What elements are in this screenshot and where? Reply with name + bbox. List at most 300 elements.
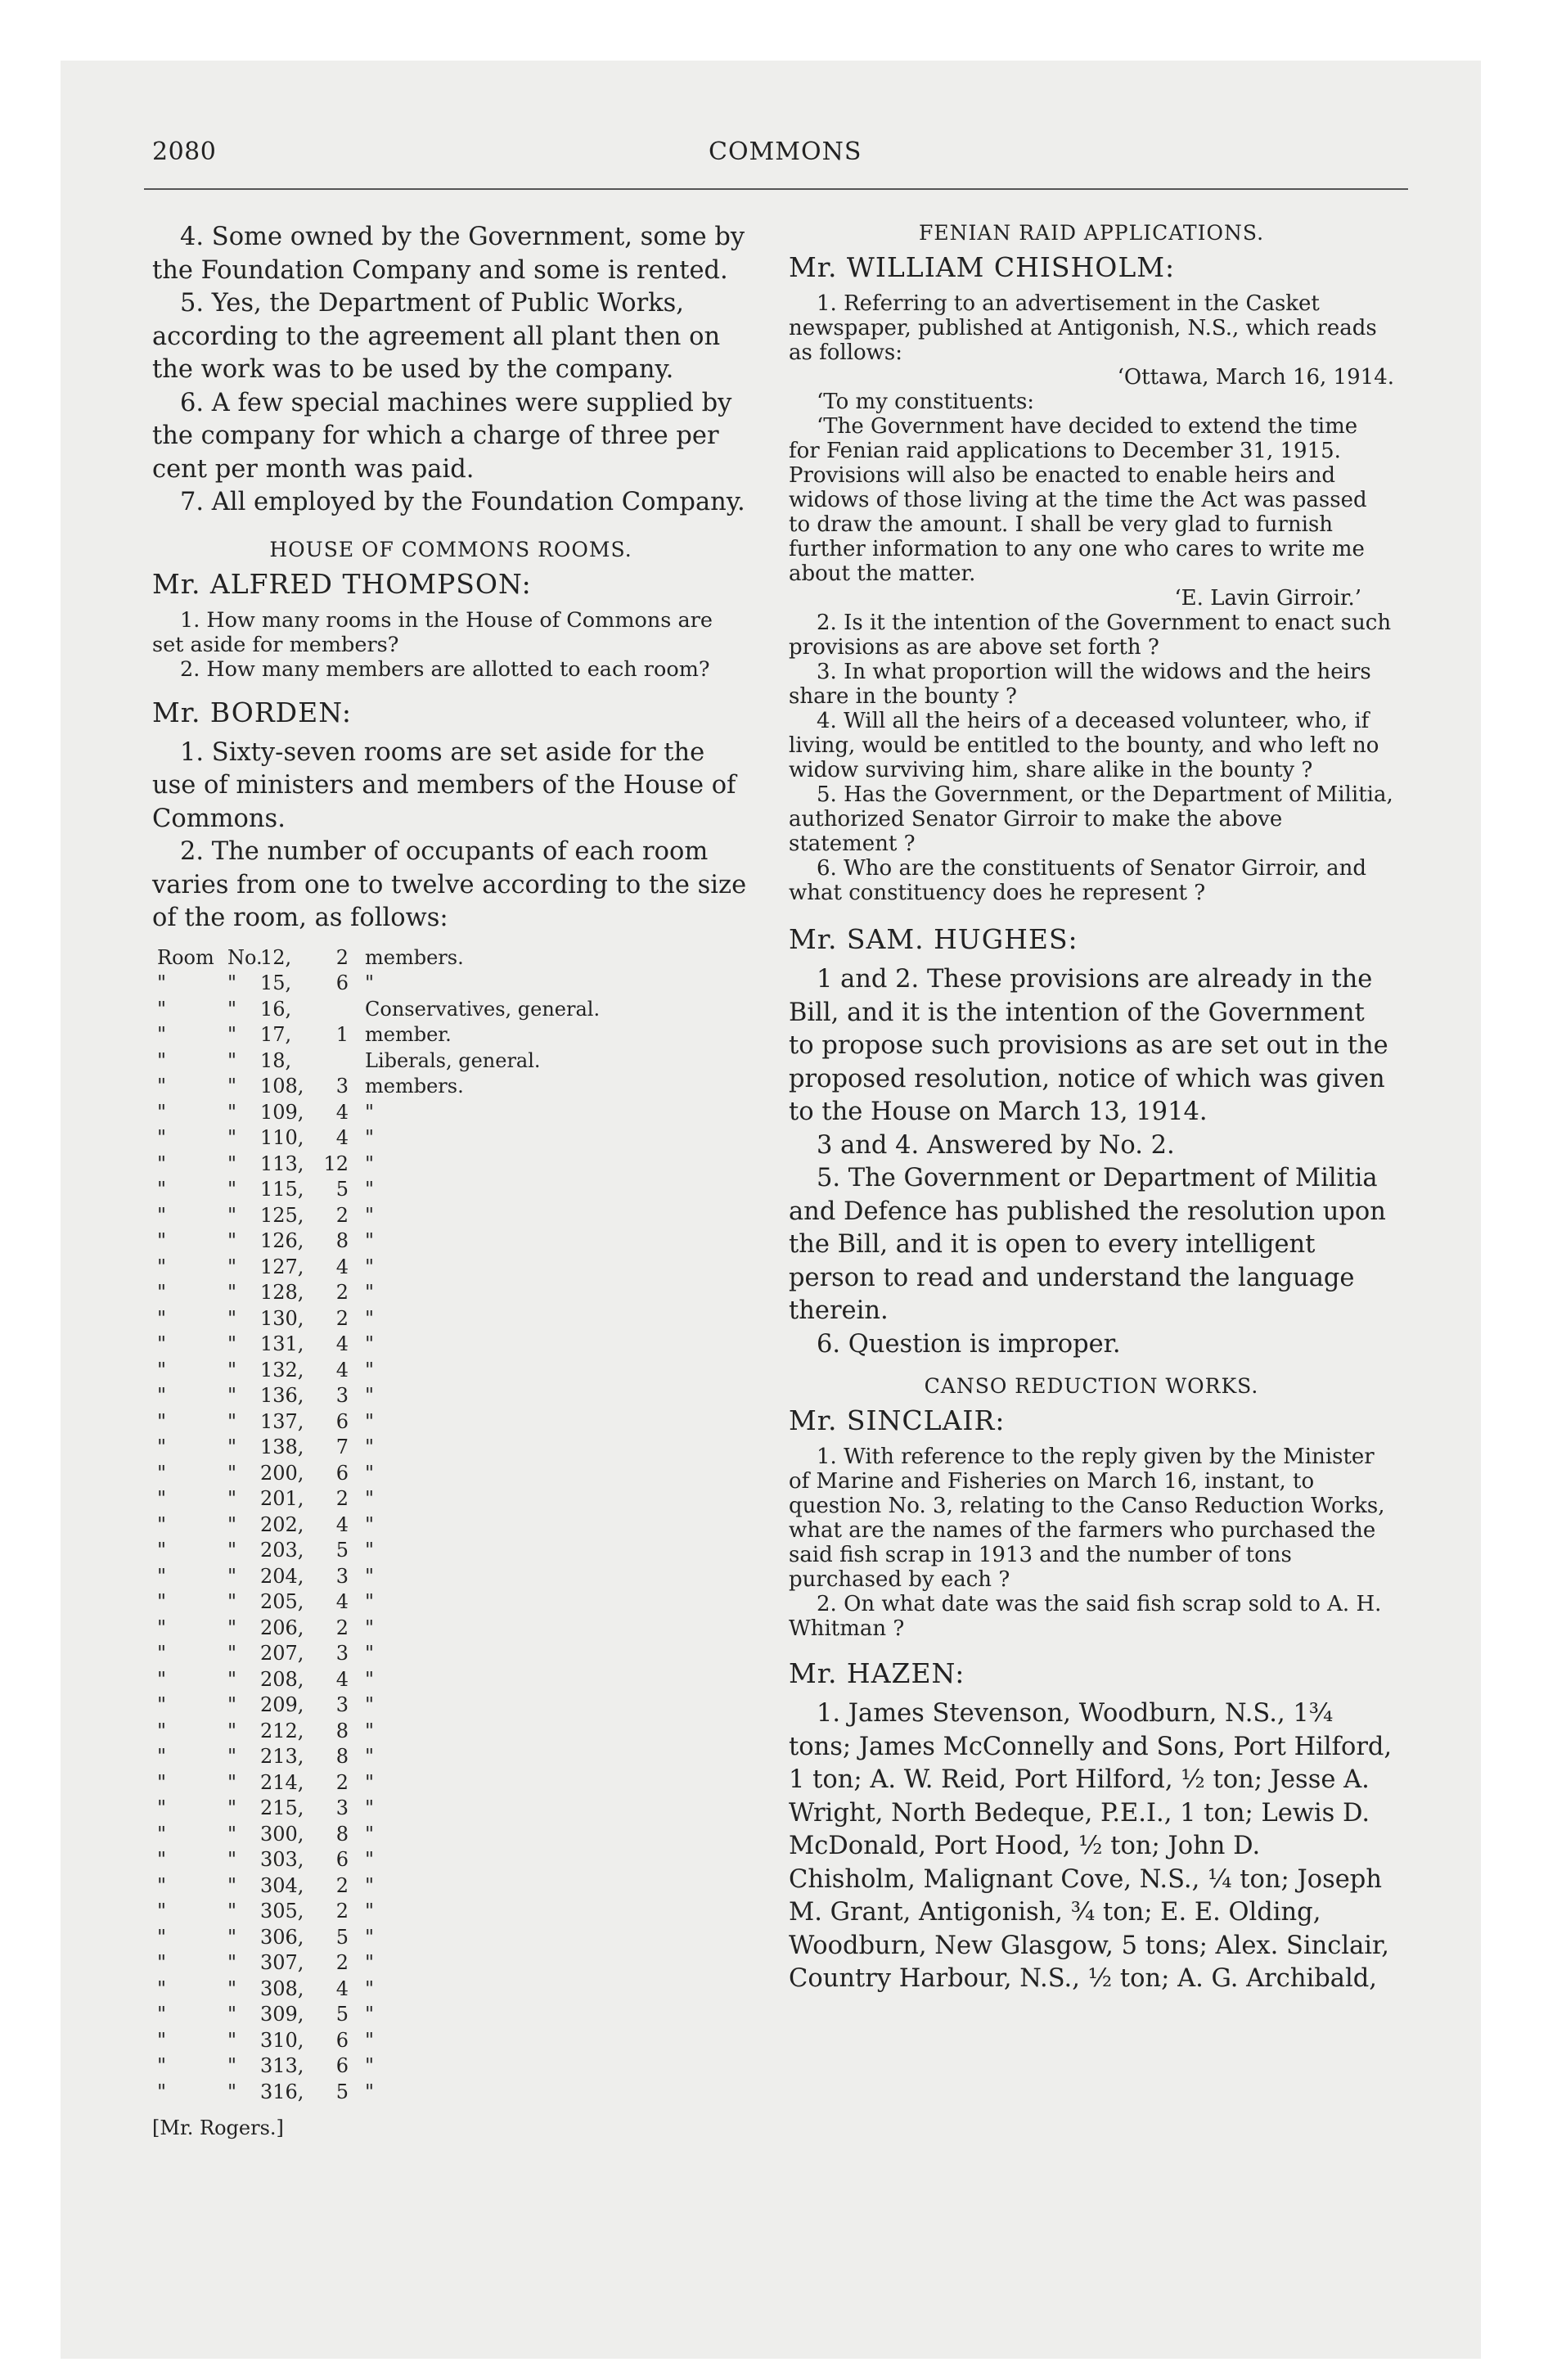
table-cell-c5: "	[365, 1358, 375, 1382]
table-cell-c3: 204,	[260, 1564, 304, 1588]
table-cell-c5: "	[365, 1281, 375, 1304]
table-cell-c5: "	[365, 1203, 375, 1227]
table-cell-c3: 212,	[260, 1719, 304, 1742]
table-cell-c4: 5	[335, 2003, 349, 2026]
table-cell-c1: "	[157, 1590, 167, 1613]
table-cell-c3: 125,	[260, 1203, 304, 1227]
quote-signature: ‘E. Lavin Girroir.’	[1174, 586, 1361, 611]
answer-paragraph: 5. Yes, the Department of Public Works, according to the agreement all plant then on the work was to be used by the company.	[152, 289, 721, 384]
answer-paragraph: 4. Some owned by the Government, some by the Foundation Company and some is rented.	[152, 223, 745, 285]
table-cell-c3: 109,	[260, 1100, 304, 1124]
table-cell-c1: "	[157, 1745, 167, 1768]
table-cell-c4: 2	[335, 1873, 349, 1897]
table-cell-c5: Liberals, general.	[365, 1048, 541, 1072]
table-cell-c3: 15,	[260, 971, 292, 994]
right-column	[789, 221, 1394, 1996]
table-row	[152, 1048, 749, 1075]
table-cell-c4: 3	[335, 1075, 349, 1098]
table-cell-c3: 113,	[260, 1152, 304, 1175]
table-cell-c3: 131,	[260, 1332, 304, 1355]
table-cell-c2: "	[227, 1048, 237, 1072]
table-cell-c2: "	[227, 1642, 237, 1665]
table-cell-c2: "	[227, 1667, 237, 1691]
table-cell-c5: "	[365, 1255, 375, 1278]
table-cell-c2: "	[227, 1977, 237, 2000]
table-cell-c1: "	[157, 1203, 167, 1227]
table-cell-c4: 2	[335, 945, 349, 969]
table-row	[152, 1796, 749, 1822]
table-cell-c1: "	[157, 1925, 167, 1949]
table-row	[152, 1822, 749, 1848]
table-row	[152, 1486, 749, 1512]
quote-date: ‘Ottawa, March 16, 1914.	[1117, 365, 1394, 390]
table-cell-c5: "	[365, 1512, 375, 1536]
table-cell-c5: "	[365, 1667, 375, 1691]
table-cell-c4: 7	[335, 1436, 349, 1458]
table-cell-c3: 308,	[260, 1977, 304, 2000]
table-row	[152, 1332, 749, 1358]
table-cell-c5: "	[365, 1332, 375, 1355]
table-cell-c3: 205,	[260, 1590, 304, 1613]
table-cell-c5: "	[365, 1229, 375, 1252]
table-row	[152, 1538, 749, 1564]
table-cell-c2: "	[227, 1358, 237, 1382]
answer-paragraph: 7. All employed by the Foundation Company.	[180, 488, 745, 516]
table-cell-c4: 5	[335, 1925, 349, 1949]
table-cell-c4: 5	[335, 1539, 349, 1562]
table-cell-c4: 5	[335, 2080, 349, 2103]
table-row	[152, 2002, 749, 2028]
table-cell-c5: "	[365, 1796, 375, 1819]
table-cell-c2: "	[227, 1384, 237, 1407]
section-title: HOUSE OF COMMONS ROOMS.	[269, 537, 632, 561]
answer-paragraph: 1. James Stevenson, Woodburn, N.S., 1¾ tons; James McConnelly and Sons, Port Hilford, 1 ton; A. W. Reid, Port Hilford, ½ ton; Jesse A. Wright, North Bedeque, P.E.I., 1 ton; Lewis D. McDonald, Port Hood, ½ ton; John D. Chisholm, Malignant Cove, N.S., ¼ ton; Joseph M. Grant, Antigonish, ¾ ton; E. E. Olding, Woodburn, New Glasgow, 5 tons; Alex. Sinclair, Country Harbour, N.S., ½ ton; A. G. Archibald,	[789, 1699, 1393, 1993]
table-cell-c1: "	[157, 1719, 167, 1742]
table-cell-c5: "	[365, 2054, 375, 2077]
table-cell-c5: members.	[365, 945, 464, 969]
table-cell-c4: 4	[335, 1358, 349, 1382]
table-row	[152, 1255, 749, 1281]
table-cell-c4: 4	[335, 1255, 349, 1278]
table-cell-c5: member.	[365, 1023, 452, 1046]
table-cell-c2: "	[227, 1512, 237, 1536]
table-cell-c5: "	[365, 1693, 375, 1716]
table-cell-c4: 8	[335, 1229, 349, 1252]
table-cell-c1: "	[157, 1770, 167, 1794]
table-cell-c3: 18,	[260, 1048, 292, 1072]
page-number: 2080	[152, 137, 217, 166]
table-cell-c1: "	[157, 1358, 167, 1382]
table-cell-c4: 6	[335, 1848, 349, 1871]
table-row	[152, 1074, 749, 1100]
table-cell-c4: 8	[335, 1822, 349, 1846]
table-cell-c2: "	[227, 1023, 237, 1046]
answer-paragraph: 5. The Government or Department of Militia and Defence has published the resolution upon the Bill, and it is open to every intelligent person to read and understand the language therein.	[789, 1164, 1386, 1325]
table-cell-c4: 3	[335, 1693, 349, 1716]
footnote: [Mr. Rogers.]	[152, 2116, 284, 2139]
table-cell-c2: "	[227, 1616, 237, 1639]
table-cell-c1: "	[157, 1487, 167, 1510]
table-cell-c4: 8	[335, 1745, 349, 1768]
table-cell-c5: "	[365, 1900, 375, 1922]
table-cell-c3: 304,	[260, 1873, 304, 1897]
table-cell-c5: "	[365, 1770, 375, 1794]
table-cell-c4: 3	[335, 1384, 349, 1407]
table-cell-c1: Room	[157, 945, 214, 969]
table-cell-c4: 2	[335, 1616, 349, 1639]
table-cell-c4: 6	[335, 1461, 349, 1485]
table-cell-c3: 108,	[260, 1075, 304, 1098]
table-cell-c1: "	[157, 1436, 167, 1458]
table-cell-c1: "	[157, 997, 167, 1021]
table-cell-c1: "	[157, 1693, 167, 1716]
table-cell-c3: 215,	[260, 1796, 304, 1819]
table-cell-c3: 110,	[260, 1126, 304, 1149]
table-cell-c1: "	[157, 2003, 167, 2026]
table-cell-c5: "	[365, 2003, 375, 2026]
table-cell-c3: 207,	[260, 1642, 304, 1665]
table-cell-c3: 303,	[260, 1848, 304, 1871]
table-cell-c4: 6	[335, 1409, 349, 1433]
table-cell-c3: 130,	[260, 1306, 304, 1330]
header-rule	[144, 188, 1408, 190]
table-cell-c2: "	[227, 1306, 237, 1330]
table-cell-c5: "	[365, 1873, 375, 1897]
question-paragraph: 2. Is it the intention of the Government to enact such provisions as are above set forth ?	[789, 611, 1392, 660]
table-row	[152, 1177, 749, 1203]
table-cell-c2: "	[227, 1281, 237, 1304]
table-cell-c3: 306,	[260, 1925, 304, 1949]
table-cell-c3: 213,	[260, 1745, 304, 1768]
table-cell-c4: 2	[335, 1900, 349, 1922]
question-paragraph: 3. In what proportion will the widows and the heirs share in the bounty ?	[789, 660, 1371, 709]
speaker-name: Mr. SAM. HUGHES:	[789, 923, 1078, 955]
answer-paragraph: 6. A few special machines were supplied by the company for which a charge of three per cent per month was paid.	[152, 388, 732, 484]
table-cell-c5: "	[365, 1564, 375, 1588]
table-cell-c5: "	[365, 1306, 375, 1330]
table-cell-c4: 3	[335, 1564, 349, 1588]
table-cell-c4: 4	[335, 1590, 349, 1613]
table-cell-c5: "	[365, 1590, 375, 1613]
table-row	[152, 1899, 749, 1925]
table-cell-c2: "	[227, 2003, 237, 2026]
table-cell-c5: "	[365, 2080, 375, 2103]
answer-paragraph: 1. Sixty-seven rooms are set aside for the use of ministers and members of the House of Commons.	[152, 737, 736, 833]
table-cell-c5: "	[365, 1178, 375, 1201]
page-header	[152, 131, 1404, 188]
table-cell-c1: "	[157, 1512, 167, 1536]
table-cell-c3: 137,	[260, 1409, 304, 1433]
speaker-name: Mr. ALFRED THOMPSON:	[152, 567, 532, 600]
table-cell-c3: 16,	[260, 997, 292, 1021]
table-row	[152, 1125, 749, 1152]
table-cell-c1: "	[157, 1126, 167, 1149]
quote-line: ‘To my constituents:	[817, 390, 1035, 414]
table-cell-c3: 132,	[260, 1358, 304, 1382]
table-cell-c3: 208,	[260, 1667, 304, 1691]
table-cell-c4: 2	[335, 1203, 349, 1227]
table-cell-c2: "	[227, 1925, 237, 1949]
table-cell-c3: 12,	[260, 945, 292, 969]
table-row	[152, 1770, 749, 1796]
table-cell-c4: 5	[335, 1178, 349, 1201]
table-cell-c3: 310,	[260, 2028, 304, 2052]
table-cell-c5: "	[365, 1409, 375, 1433]
table-cell-c2: "	[227, 1848, 237, 1871]
table-cell-c1: "	[157, 1255, 167, 1278]
table-cell-c5: "	[365, 1822, 375, 1846]
table-cell-c1: "	[157, 1900, 167, 1922]
section-title: CANSO REDUCTION WORKS.	[924, 1374, 1259, 1398]
table-cell-c5: "	[365, 1745, 375, 1768]
table-cell-c5: "	[365, 971, 375, 994]
table-cell-c4: 2	[335, 1770, 349, 1794]
question-paragraph: 2. How many members are allotted to each room?	[180, 656, 710, 682]
table-cell-c2: "	[227, 1745, 237, 1768]
table-cell-c3: 136,	[260, 1384, 304, 1407]
table-cell-c4: 2	[335, 1281, 349, 1304]
table-cell-c4: 4	[335, 1332, 349, 1355]
table-row	[152, 1744, 749, 1770]
left-column	[152, 221, 749, 2139]
table-cell-c1: "	[157, 1332, 167, 1355]
table-row	[152, 1306, 749, 1332]
question-paragraph: 5. Has the Government, or the Department of Militia, authorized Senator Girroir to make the above statement ?	[789, 782, 1393, 856]
table-row	[152, 997, 749, 1023]
table-cell-c1: "	[157, 1822, 167, 1846]
speaker-name: Mr. HAZEN:	[789, 1657, 965, 1689]
table-cell-c2: "	[227, 1203, 237, 1227]
table-row	[152, 2053, 749, 2080]
table-cell-c2: "	[227, 1873, 237, 1897]
table-cell-c2: "	[227, 997, 237, 1021]
table-cell-c1: "	[157, 1796, 167, 1819]
table-row	[152, 1409, 749, 1436]
table-cell-c4: 4	[335, 1977, 349, 2000]
table-row	[152, 2028, 749, 2054]
table-cell-c4: 8	[335, 1719, 349, 1742]
table-cell-c4: 4	[335, 1100, 349, 1124]
table-cell-c1: "	[157, 1306, 167, 1330]
table-cell-c4: 2	[335, 1306, 349, 1330]
table-cell-c1: "	[157, 1100, 167, 1124]
table-cell-c4	[299, 1048, 365, 1075]
table-row	[152, 1228, 749, 1255]
table-cell-c3: 313,	[260, 2054, 304, 2077]
table-cell-c1: "	[157, 1564, 167, 1588]
table-cell-c1: "	[157, 1642, 167, 1665]
table-cell-c3: 201,	[260, 1487, 304, 1510]
table-cell-c5: "	[365, 1100, 375, 1124]
table-row	[152, 1719, 749, 1745]
table-cell-c1: "	[157, 1873, 167, 1897]
table-row	[152, 1641, 749, 1667]
speaker-name: Mr. BORDEN:	[152, 696, 353, 728]
table-cell-c5: "	[365, 1487, 375, 1510]
table-cell-c1: "	[157, 1409, 167, 1433]
table-row	[152, 1873, 749, 1900]
table-cell-c5: "	[365, 1436, 375, 1458]
table-cell-c3: 300,	[260, 1822, 304, 1846]
table-row	[152, 1100, 749, 1126]
table-row	[152, 1358, 749, 1384]
table-cell-c1: "	[157, 1229, 167, 1252]
table-cell-c5: "	[365, 1126, 375, 1149]
table-cell-c2: "	[227, 1332, 237, 1355]
table-cell-c2: "	[227, 1409, 237, 1433]
table-cell-c2: "	[227, 1900, 237, 1922]
table-cell-c1: "	[157, 2080, 167, 2103]
table-cell-c4: 3	[335, 1796, 349, 1819]
table-cell-c3: 126,	[260, 1229, 304, 1252]
table-cell-c3: 203,	[260, 1539, 304, 1562]
table-cell-c1: "	[157, 1152, 167, 1175]
table-cell-c1: "	[157, 1461, 167, 1485]
table-cell-c2: "	[227, 1796, 237, 1819]
question-paragraph: 1. How many rooms in the House of Commons are set aside for members?	[152, 607, 713, 657]
answer-paragraph: 1 and 2. These provisions are already in the Bill, and it is the intention of the Government to propose such provisions as are set out in the proposed resolution, notice of which was given to the House on March 13, 1914.	[789, 965, 1388, 1126]
table-cell-c2: "	[227, 1178, 237, 1201]
table-cell-c2: "	[227, 1719, 237, 1742]
table-cell-c2: "	[227, 1126, 237, 1149]
table-row	[152, 1616, 749, 1642]
table-row	[152, 1847, 749, 1873]
table-row	[152, 1977, 749, 2003]
table-row	[152, 1280, 749, 1306]
question-paragraph: 4. Will all the heirs of a deceased volunteer, who, if living, would be entitled to the bounty, and who left no widow surviving him, share alike in the bounty ?	[789, 709, 1379, 782]
table-cell-c4: 6	[335, 971, 349, 994]
table-row	[152, 1435, 749, 1461]
table-cell-c2: "	[227, 971, 237, 994]
room-allocation-table	[152, 945, 749, 2106]
table-cell-c4: 6	[335, 2054, 349, 2077]
table-cell-c1: "	[157, 1977, 167, 2000]
table-cell-c1: "	[157, 1951, 167, 1974]
table-cell-c4: 2	[335, 1487, 349, 1510]
table-cell-c4: 2	[335, 1951, 349, 1974]
table-row	[152, 1667, 749, 1693]
table-cell-c5: "	[365, 1719, 375, 1742]
table-row	[152, 2080, 749, 2106]
table-cell-c2: "	[227, 1770, 237, 1794]
table-row	[152, 1564, 749, 1590]
quote-line: ‘The Government have decided to extend the time for Fenian raid applications to December 31, 1915. Provisions will also be enacted to enable heirs and widows of those living at the time the Act was passed to draw the amount. I shall be very glad to furnish further information to any one who cares to write me about the matter.	[789, 414, 1367, 586]
table-cell-c1: "	[157, 1281, 167, 1304]
table-cell-c2: "	[227, 1564, 237, 1588]
table-cell-c1: "	[157, 2028, 167, 2052]
table-cell-c3: 209,	[260, 1693, 304, 1716]
table-cell-c1: "	[157, 1384, 167, 1407]
table-cell-c4: 12	[323, 1152, 349, 1175]
table-cell-c1: "	[157, 1616, 167, 1639]
table-cell-c1: "	[157, 971, 167, 994]
table-cell-c4: 6	[335, 2028, 349, 2052]
table-row	[152, 1950, 749, 1977]
table-cell-c1: "	[157, 1667, 167, 1691]
question-paragraph: 1. Referring to an advertisement in the Casket newspaper, published at Antigonish, N.S., which reads as follows:	[789, 291, 1377, 365]
table-row	[152, 1152, 749, 1178]
table-cell-c3: 309,	[260, 2003, 304, 2026]
table-cell-c5: "	[365, 1461, 375, 1485]
table-cell-c5: "	[365, 1384, 375, 1407]
table-cell-c5: members.	[365, 1075, 464, 1098]
table-cell-c2: "	[227, 1255, 237, 1278]
running-head: COMMONS	[709, 137, 862, 166]
table-cell-c5: "	[365, 1848, 375, 1871]
table-cell-c5: "	[365, 2028, 375, 2052]
table-cell-c4: 1	[335, 1023, 349, 1046]
answer-paragraph: 6. Question is improper.	[817, 1329, 1121, 1359]
table-cell-c5: "	[365, 1539, 375, 1562]
table-row	[152, 1022, 749, 1048]
table-cell-c2: "	[227, 1487, 237, 1510]
table-row	[152, 1589, 749, 1616]
page	[152, 131, 1404, 2341]
table-cell-c4: 3	[335, 1642, 349, 1665]
question-paragraph: 6. Who are the constituents of Senator Girroir, and what constituency does he represent ?	[789, 856, 1367, 905]
table-cell-c2: "	[227, 1152, 237, 1175]
table-cell-c3: 214,	[260, 1770, 304, 1794]
table-cell-c3: 128,	[260, 1281, 304, 1304]
table-cell-c2: No.	[227, 945, 263, 969]
table-cell-c4: 4	[335, 1512, 349, 1536]
table-cell-c5: "	[365, 1977, 375, 2000]
table-cell-c3: 206,	[260, 1616, 304, 1639]
table-cell-c2: "	[227, 1590, 237, 1613]
table-row	[152, 945, 749, 971]
table-cell-c1: "	[157, 1539, 167, 1562]
speaker-name: Mr. SINCLAIR:	[789, 1404, 1006, 1436]
table-cell-c2: "	[227, 2080, 237, 2103]
table-cell-c3: 138,	[260, 1436, 304, 1458]
table-cell-c4: 4	[335, 1126, 349, 1149]
table-cell-c3: 17,	[260, 1023, 292, 1046]
question-paragraph: 1. With reference to the reply given by the Minister of Marine and Fisheries on March 16, instant, to question No. 3, relating to the Canso Reduction Works, what are the names of the farmers who purchased the said fish scrap in 1913 and the number of tons purchased by each ?	[789, 1445, 1385, 1592]
question-paragraph: 2. On what date was the said fish scrap sold to A. H. Whitman ?	[789, 1592, 1382, 1641]
table-cell-c2: "	[227, 1693, 237, 1716]
table-cell-c2: "	[227, 2054, 237, 2077]
table-cell-c1: "	[157, 1048, 167, 1072]
table-cell-c3: 200,	[260, 1461, 304, 1485]
table-cell-c4: 4	[335, 1667, 349, 1691]
table-cell-c2: "	[227, 2028, 237, 2052]
speaker-name: Mr. WILLIAM CHISHOLM:	[789, 251, 1176, 283]
table-row	[152, 1512, 749, 1539]
table-cell-c5: Conservatives, general.	[365, 997, 601, 1021]
table-cell-c2: "	[227, 1461, 237, 1485]
table-cell-c2: "	[227, 1075, 237, 1098]
table-cell-c1: "	[157, 1075, 167, 1098]
table-cell-c2: "	[227, 1436, 237, 1458]
table-cell-c1: "	[157, 1178, 167, 1201]
table-cell-c5: "	[365, 1616, 375, 1639]
table-row	[152, 1203, 749, 1229]
table-row	[152, 1461, 749, 1487]
table-row	[152, 971, 749, 997]
table-cell-c3: 202,	[260, 1512, 304, 1536]
table-cell-c3: 127,	[260, 1255, 304, 1278]
table-cell-c2: "	[227, 1951, 237, 1974]
answer-paragraph: 3 and 4. Answered by No. 2.	[817, 1130, 1175, 1160]
table-cell-c2: "	[227, 1229, 237, 1252]
table-cell-c3: 115,	[260, 1178, 304, 1201]
table-cell-c5: "	[365, 1925, 375, 1949]
table-cell-c1: "	[157, 1848, 167, 1871]
table-row	[152, 1383, 749, 1409]
table-cell-c1: "	[157, 1023, 167, 1046]
table-cell-c5: "	[365, 1152, 375, 1175]
answer-paragraph: 2. The number of occupants of each room varies from one to twelve according to the size of the room, as follows:	[152, 837, 747, 932]
